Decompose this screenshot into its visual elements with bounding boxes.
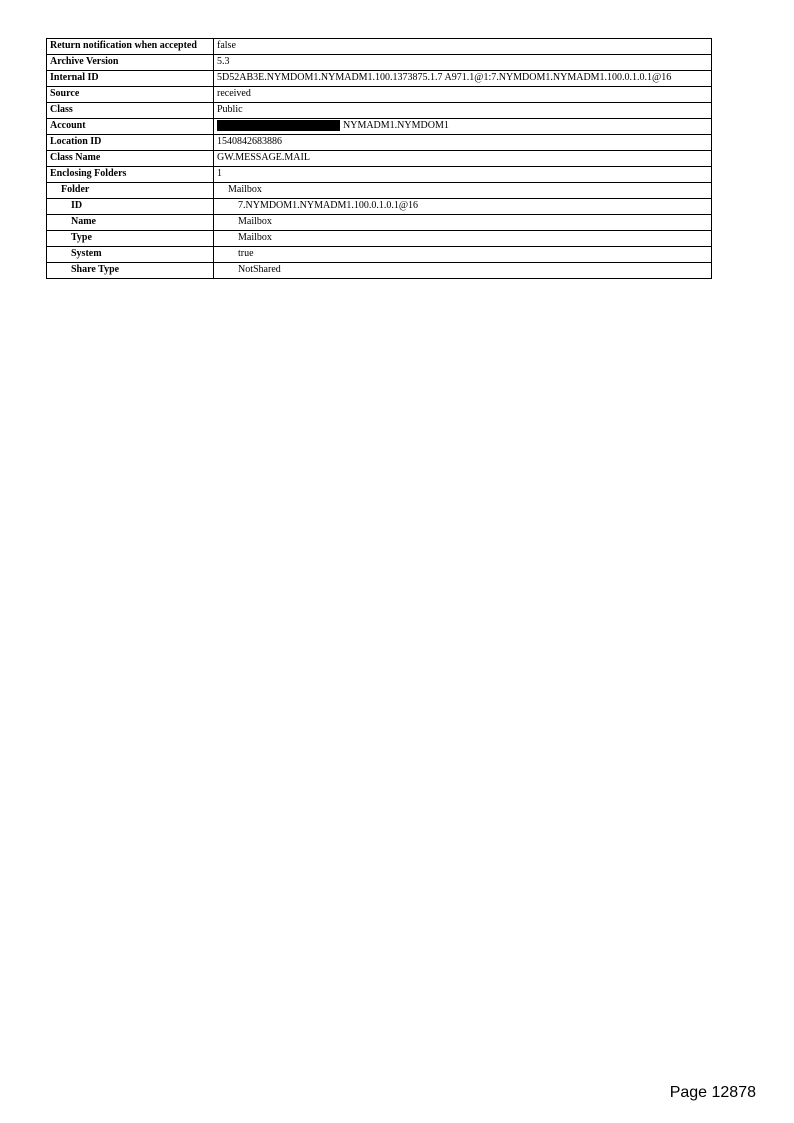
property-key: Archive Version <box>47 55 214 71</box>
property-value: 5.3 <box>214 55 712 71</box>
property-key: Location ID <box>47 135 214 151</box>
property-value: received <box>214 87 712 103</box>
table-row <box>47 135 712 151</box>
table-row <box>47 87 712 103</box>
table-row <box>47 263 712 279</box>
property-value: GW.MESSAGE.MAIL <box>214 151 712 167</box>
table-row <box>47 103 712 119</box>
properties-table <box>46 38 712 279</box>
property-value: 5D52AB3E.NYMDOM1.NYMADM1.100.1373875.1.7 A971.1@1:7.NYMDOM1.NYMADM1.100.0.1.0.1@16 <box>214 71 712 87</box>
table-row <box>47 183 712 199</box>
table-row <box>47 151 712 167</box>
redaction-block <box>217 120 340 131</box>
property-key: System <box>47 247 214 263</box>
property-key: Name <box>47 215 214 231</box>
property-key: Account <box>47 119 214 135</box>
property-key: Enclosing Folders <box>47 167 214 183</box>
property-key: Class Name <box>47 151 214 167</box>
table-row <box>47 231 712 247</box>
table-row <box>47 55 712 71</box>
property-value: 1 <box>214 167 712 183</box>
property-key: Share Type <box>47 263 214 279</box>
property-value: 7.NYMDOM1.NYMADM1.100.0.1.0.1@16 <box>214 199 712 215</box>
table-row <box>47 119 712 135</box>
property-value: Public <box>214 103 712 119</box>
property-key: ID <box>47 199 214 215</box>
property-key: Class <box>47 103 214 119</box>
table-row <box>47 167 712 183</box>
property-key: Source <box>47 87 214 103</box>
table-row <box>47 71 712 87</box>
account-value: NYMADM1.NYMDOM1 <box>343 120 449 131</box>
property-value: Mailbox <box>214 215 712 231</box>
property-value: Mailbox <box>214 183 712 199</box>
property-value: false <box>214 39 712 55</box>
property-key: Type <box>47 231 214 247</box>
table-row <box>47 247 712 263</box>
property-value: NotShared <box>214 263 712 279</box>
property-key: Return notification when accepted <box>47 39 214 55</box>
table-row <box>47 39 712 55</box>
page-number: Page 12878 <box>669 1084 756 1101</box>
property-value-account <box>214 119 712 135</box>
table-row <box>47 215 712 231</box>
property-key: Folder <box>47 183 214 199</box>
property-value: true <box>214 247 712 263</box>
table-row <box>47 199 712 215</box>
property-value: 1540842683886 <box>214 135 712 151</box>
property-key: Internal ID <box>47 71 214 87</box>
property-value: Mailbox <box>214 231 712 247</box>
